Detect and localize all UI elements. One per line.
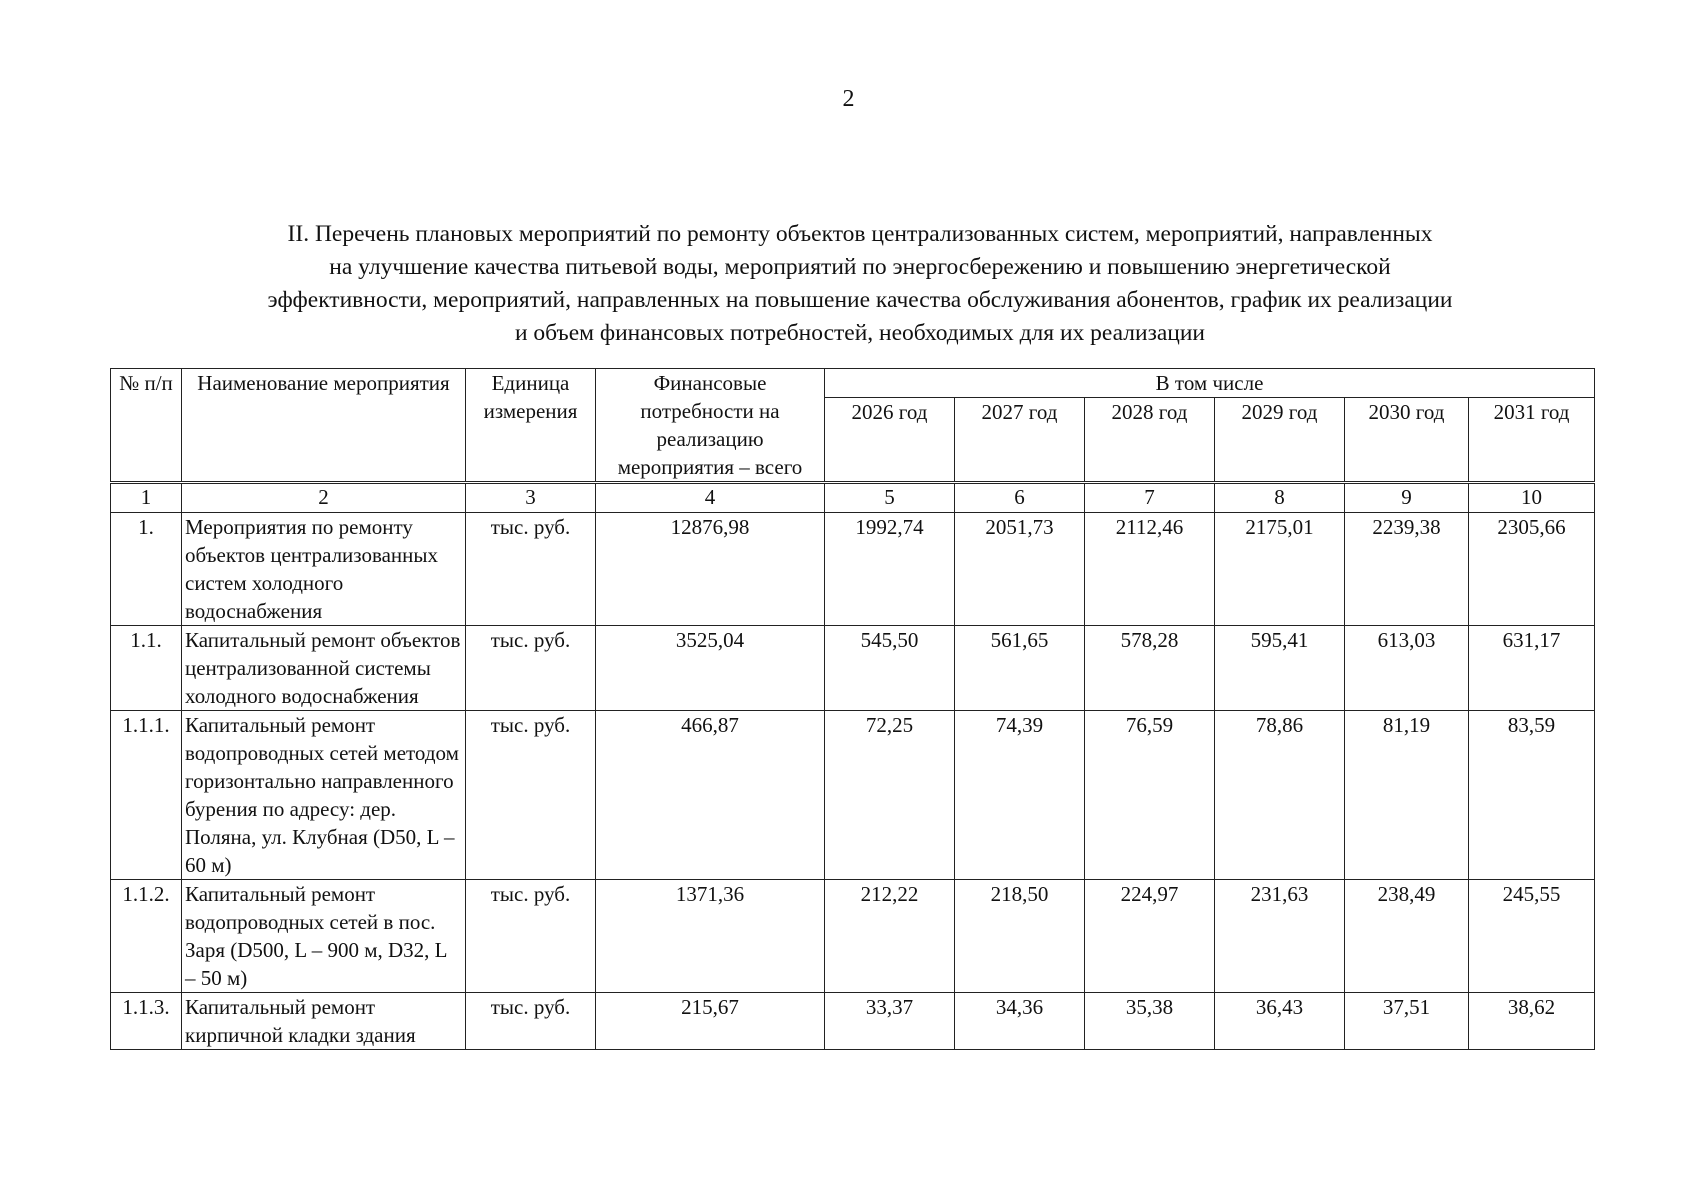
row-year-value: 2051,73 — [955, 513, 1085, 626]
row-name: Мероприятия по ремонту объектов централизованных систем холодного водоснабжения — [182, 513, 466, 626]
row-year-value: 2175,01 — [1215, 513, 1345, 626]
row-year-value: 224,97 — [1085, 880, 1215, 993]
row-year-value: 545,50 — [825, 626, 955, 711]
row-name: Капитальный ремонт водопроводных сетей в пос. Заря (D500, L – 900 м, D32, L – 50 м) — [182, 880, 466, 993]
row-num: 1. — [111, 513, 182, 626]
row-year-value: 38,62 — [1469, 993, 1595, 1050]
table-row — [111, 513, 1595, 626]
row-year-value: 218,50 — [955, 880, 1085, 993]
header-year: 2026 год — [825, 398, 955, 483]
header-year: 2029 год — [1215, 398, 1345, 483]
column-number: 3 — [466, 483, 596, 513]
row-year-value: 76,59 — [1085, 711, 1215, 880]
row-year-value: 2305,66 — [1469, 513, 1595, 626]
header-year: 2030 год — [1345, 398, 1469, 483]
column-number: 8 — [1215, 483, 1345, 513]
column-number: 4 — [596, 483, 825, 513]
row-unit: тыс. руб. — [466, 711, 596, 880]
row-year-value: 578,28 — [1085, 626, 1215, 711]
row-year-value: 35,38 — [1085, 993, 1215, 1050]
row-year-value: 245,55 — [1469, 880, 1595, 993]
row-total: 12876,98 — [596, 513, 825, 626]
row-year-value: 81,19 — [1345, 711, 1469, 880]
table-header-row — [111, 369, 1595, 398]
row-total: 466,87 — [596, 711, 825, 880]
row-year-value: 1992,74 — [825, 513, 955, 626]
row-year-value: 2239,38 — [1345, 513, 1469, 626]
table-row — [111, 880, 1595, 993]
header-finance: Финансовые потребности на реализацию мероприятия – всего — [596, 369, 825, 483]
row-name: Капитальный ремонт кирпичной кладки здания — [182, 993, 466, 1050]
column-number: 5 — [825, 483, 955, 513]
row-year-value: 34,36 — [955, 993, 1085, 1050]
row-year-value: 595,41 — [1215, 626, 1345, 711]
row-year-value: 33,37 — [825, 993, 955, 1050]
column-number: 9 — [1345, 483, 1469, 513]
column-number: 6 — [955, 483, 1085, 513]
row-year-value: 631,17 — [1469, 626, 1595, 711]
row-name: Капитальный ремонт водопроводных сетей методом горизонтально направленного бурения по адресу: дер. Поляна, ул. Клубная (D50, L – 60 м) — [182, 711, 466, 880]
row-year-value: 83,59 — [1469, 711, 1595, 880]
table-row — [111, 626, 1595, 711]
row-total: 1371,36 — [596, 880, 825, 993]
table-row — [111, 711, 1595, 880]
row-year-value: 74,39 — [955, 711, 1085, 880]
row-unit: тыс. руб. — [466, 993, 596, 1050]
row-year-value: 78,86 — [1215, 711, 1345, 880]
row-year-value: 561,65 — [955, 626, 1085, 711]
row-total: 215,67 — [596, 993, 825, 1050]
row-unit: тыс. руб. — [466, 880, 596, 993]
row-unit: тыс. руб. — [466, 513, 596, 626]
column-numbers-row — [111, 483, 1595, 513]
row-unit: тыс. руб. — [466, 626, 596, 711]
row-year-value: 238,49 — [1345, 880, 1469, 993]
row-year-value: 37,51 — [1345, 993, 1469, 1050]
row-year-value: 2112,46 — [1085, 513, 1215, 626]
title-line: эффективности, мероприятий, направленных на повышение качества обслуживания абонентов, график их реализации — [267, 287, 1453, 313]
header-year: 2027 год — [955, 398, 1085, 483]
title-line: II. Перечень плановых мероприятий по ремонту объектов централизованных систем, мероприятий, направленных — [287, 221, 1433, 247]
column-number: 7 — [1085, 483, 1215, 513]
title-line: на улучшение качества питьевой воды, мероприятий по энергосбережению и повышению энергетической — [329, 254, 1391, 280]
document-title — [110, 218, 1610, 350]
page-number: 2 — [842, 86, 855, 112]
measures-table — [110, 368, 1595, 1050]
row-num: 1.1.2. — [111, 880, 182, 993]
row-num: 1.1.1. — [111, 711, 182, 880]
column-number: 2 — [182, 483, 466, 513]
row-year-value: 212,22 — [825, 880, 955, 993]
header-num: № п/п — [111, 369, 182, 483]
header-year: 2031 год — [1469, 398, 1595, 483]
header-name: Наименование мероприятия — [182, 369, 466, 483]
row-num: 1.1. — [111, 626, 182, 711]
header-year: 2028 год — [1085, 398, 1215, 483]
row-year-value: 231,63 — [1215, 880, 1345, 993]
row-total: 3525,04 — [596, 626, 825, 711]
row-year-value: 613,03 — [1345, 626, 1469, 711]
row-num: 1.1.3. — [111, 993, 182, 1050]
row-year-value: 72,25 — [825, 711, 955, 880]
header-including: В том числе — [825, 369, 1595, 398]
table-row — [111, 993, 1595, 1050]
title-line: и объем финансовых потребностей, необходимых для их реализации — [514, 320, 1206, 346]
column-number: 10 — [1469, 483, 1595, 513]
row-name: Капитальный ремонт объектов централизованной системы холодного водоснабжения — [182, 626, 466, 711]
row-year-value: 36,43 — [1215, 993, 1345, 1050]
column-number: 1 — [111, 483, 182, 513]
header-unit: Единица измерения — [466, 369, 596, 483]
